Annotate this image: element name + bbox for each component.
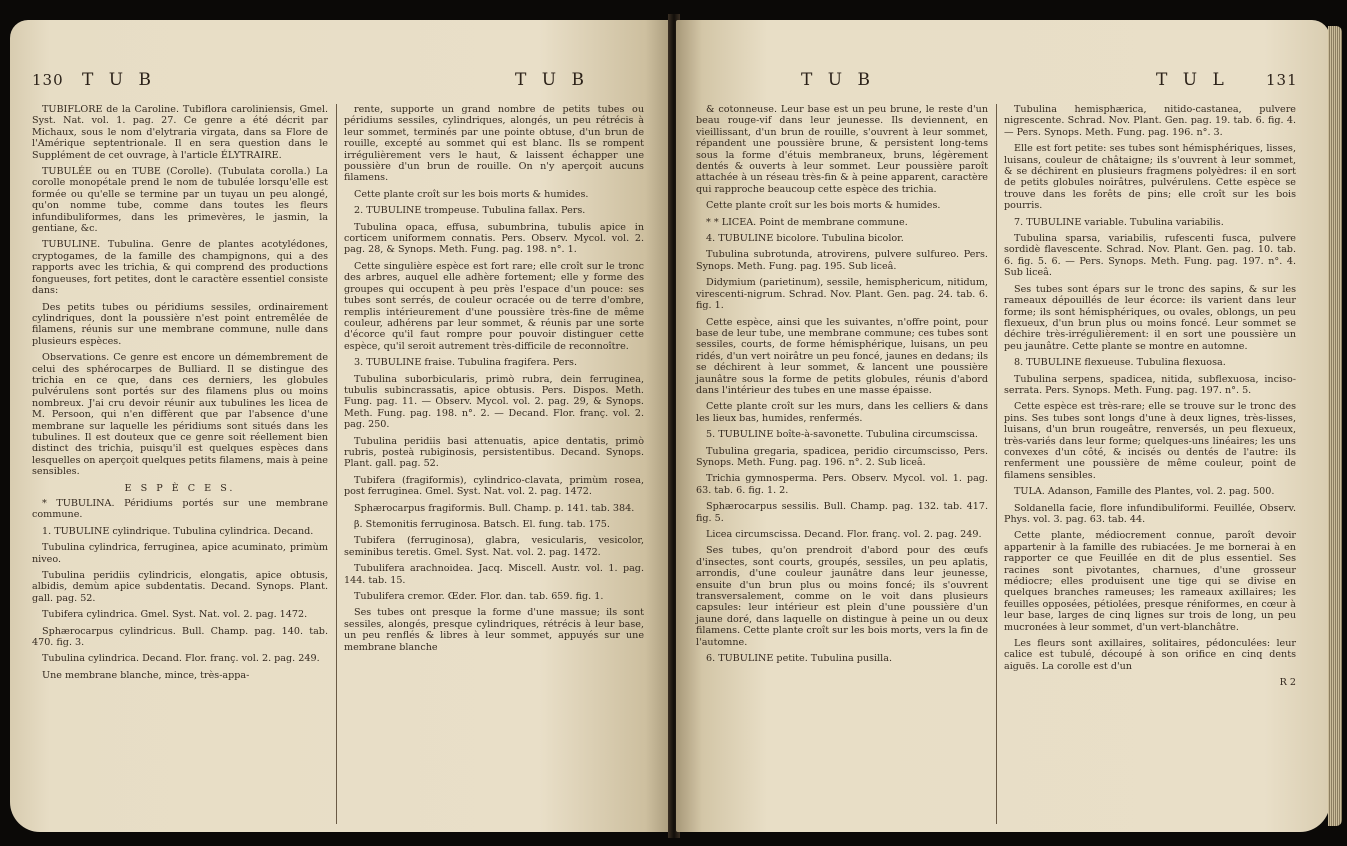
paragraph: Tubulina subrotunda, atrovirens, pulvere sulfureo. Pers. Synops. Meth. Fung. pag. 195. Sub liceâ.: [696, 249, 988, 272]
column-rule: [336, 104, 337, 824]
running-head-right-2: T U L: [1156, 70, 1229, 90]
running-head-left-2: T U B: [515, 70, 589, 90]
paragraph: Tubifera cylindrica. Gmel. Syst. Nat. vol. 2. pag. 1472.: [42, 609, 308, 621]
paragraph: Ses tubes, qu'on prendroit d'abord pour des œufs d'insectes, sont courts, groupés, sessiles, un peu aplatis, arrondis, d'une couleur jaunâtre dans leur jeunesse, ensuite d'un brun plus ou moins foncé; ils s'ouvrent transversalement, comme on le voit dans plusieurs capsules: leur intérieur est plein d'une poussière d'un jaune doré, dans laquelle on distingue à peine un ou deux filamens. Cette plante croît sur les bois morts, vers la fin de l'automne.: [696, 545, 988, 648]
paragraph: Tubulina peridiis cylindricis, elongatis, apice obtusis, albidis, demùm apice subdentatis. Decand. Synops. Plant. gall. pag. 52.: [32, 570, 328, 604]
paragraph: Tubifera (fragiformis), cylindrico-clavata, primùm rosea, post ferruginea. Gmel. Syst. Nat. vol. 2. pag. 1472.: [344, 474, 644, 498]
paragraph: & cotonneuse. Leur base est un peu brune, le reste d'un beau rouge-vif dans leur jeunesse. Ils deviennent, en vieillissant, d'un brun de rouille, s'ouvrent à leur sommet, répandent une poussière brune, & persistent long-tems sous la forme d'étuis membraneux, bruns, légèrement dentés & ouverts à leur sommet. Leur poussière paroît attachée à un réseau très-fin & à peine apparent, caractère qui rapproche beaucoup cette espèce des trichia.: [696, 104, 988, 195]
left-column-2: [344, 104, 644, 658]
paragraph: Elle est fort petite: ses tubes sont hémisphériques, lisses, luisans, couleur de châtaigne; ils s'ouvrent à leur sommet, & se déchirent en plusieurs fragmens polyèdres: il en sort de petits globules noirâtres, pulvérulens. Cette espèce se trouve dans les forêts de pins; elle croît sur les bois pourris.: [1004, 143, 1296, 212]
paragraph: R 2: [1279, 677, 1296, 689]
paragraph: Sphærocarpus sessilis. Bull. Champ. pag. 132. tab. 417. fig. 5.: [696, 501, 988, 524]
paragraph: E S P È C E S.: [124, 482, 236, 494]
paragraph: Observations. Ce genre est encore un démembrement de celui des sphérocarpes de Bulliard. Il se distingue des trichia en ce que, dans ces derniers, les globules pulvérulens sont portés sur des filamens plus ou moins nombreux. J'ai cru devoir réunir aux tubulines les licea de M. Persoon, qui n'en diffèrent que par l'absence d'une membrane sur laquelle les péridiums sont situés dans les tubulines. Il est douteux que ce genre soit réellement bien distinct des trichia, puisqu'il est quelques espèces dans lesquelles on aperçoit quelques petits filamens, mais à peine sensibles.: [32, 352, 328, 478]
paragraph: Ses tubes ont presque la forme d'une massue; ils sont sessiles, alongés, presque cylindriques, rétrécis à leur base, un peu renflés & libres à leur sommet, appuyés sur une membrane blanche: [344, 607, 644, 653]
paragraph: Cette plante croît sur les murs, dans les celliers & dans les lieux bas, humides, renfermés.: [696, 401, 988, 424]
paragraph: Sphærocarpus cylindricus. Bull. Champ. pag. 140. tab. 470. fig. 3.: [32, 625, 328, 649]
right-column-2: [1004, 104, 1296, 694]
paragraph: Tubulina cylindrica. Decand. Flor. franç. vol. 2. pag. 249.: [42, 653, 320, 665]
paragraph: Cette plante croît sur les bois morts & humides.: [354, 188, 589, 200]
paragraph: Tubulina cylindrica, ferruginea, apice acuminato, primùm niveo.: [32, 542, 328, 565]
paragraph: Cette singulière espèce est fort rare; elle croît sur le tronc des arbres, auquel elle adhère fortement; elle y forme des groupes qui occupent à peu près l'espace d'un pouce: ses tubes sont serrés, de couleur ocracée ou de terre d'ombre, remplis intérieurement d'une poussière très-fine de même couleur, adhérens par leur sommet, & réunis par une sorte d'écorce qu'il faut rompre pour pouvoir distinguer cette espèce, qu'il seroit autrement très-difficile de reconnoître.: [344, 260, 644, 352]
paragraph: TUBIFLORE de la Caroline. Tubiflora caroliniensis, Gmel. Syst. Nat. vol. 1. pag. 27. Ce genre a été décrit par Michaux, sous le nom d'elytraria virgata, dans sa Flore de l'Amérique septentrionale. Il en sera question dans le Supplément de cet ouvrage, à l'article ÉLYTRAIRE.: [32, 104, 328, 161]
page-number-right: 131: [1266, 71, 1298, 89]
paragraph: 7. TUBULINE variable. Tubulina variabilis.: [1014, 216, 1224, 228]
running-head-left-1: T U B: [82, 70, 156, 90]
page-edges: [1328, 26, 1342, 826]
paragraph: Didymium (parietinum), sessile, hemisphericum, nitidum, virescenti-nigrum. Schrad. Nov. Plant. Gen. pag. 24. tab. 6. fig. 1.: [696, 277, 988, 312]
column-rule: [996, 104, 997, 824]
paragraph: 4. TUBULINE bicolore. Tubulina bicolor.: [706, 233, 904, 245]
paragraph: Une membrane blanche, mince, très-appa-: [42, 669, 250, 681]
paragraph: 6. TUBULINE petite. Tubulina pusilla.: [706, 653, 893, 665]
paragraph: Trichia gymnosperma. Pers. Observ. Mycol. vol. 1. pag. 63. tab. 6. fig. 1. 2.: [696, 473, 988, 496]
paragraph: Soldanella facie, flore infundibuliformi. Feuillée, Observ. Phys. vol. 3. pag. 63. tab. 44.: [1004, 502, 1296, 525]
paragraph: Les fleurs sont axillaires, solitaires, pédonculées: leur calice est tubulé, découpé à son orifice en cinq dents aiguës. La corolle est d'un: [1004, 638, 1296, 672]
paragraph: Tubulina suborbicularis, primò rubra, dein ferruginea, tubulis subincrassatis, apice obtusis. Pers. Dispos. Meth. Fung. pag. 11. — Observ. Mycol. vol. 2. pag. 29, & Synops. Meth. Fung. pag. 198. n°. 2. — Decand. Flor. franç. vol. 2. pag. 250.: [344, 373, 644, 431]
paragraph: Tubulina gregaria, spadicea, peridio circumscisso, Pers. Synops. Meth. Fung. pag. 196. n°. 2. Sub liceâ.: [696, 445, 988, 468]
paragraph: * * LICEA. Point de membrane commune.: [706, 216, 908, 228]
paragraph: 3. TUBULINE fraise. Tubulina fragifera. Pers.: [354, 357, 577, 369]
paragraph: Cette plante croît sur les bois morts & humides.: [706, 200, 941, 212]
paragraph: Cette espèce est très-rare; elle se trouve sur le tronc des pins. Ses tubes sont longs d'une à deux lignes, très-lisses, luisans, d'un brun rougeâtre, renversés, un peu flexueux, très-variés dans leur forme; quelques-uns linéaires; les uns convexes d'un côté, & incisés ou dentés de l'autre: ils renferment une poussière de même couleur, point de filamens sensibles.: [1004, 401, 1296, 481]
paragraph: Ses tubes sont épars sur le tronc des sapins, & sur les rameaux dépouillés de leur écorce: ils varient dans leur forme; ils sont hémisphériques, ou ovales, oblongs, un peu flexueux, d'un brun plus ou moins foncé. Leur sommet se déchire très-irrégulièrement: il en sort une poussière un peu jaunâtre. Cette plante se montre en automne.: [1004, 283, 1296, 352]
paragraph: 1. TUBULINE cylindrique. Tubulina cylindrica. Decand.: [42, 525, 314, 537]
paragraph: * TUBULINA. Péridiums portés sur une membrane commune.: [32, 498, 328, 521]
paragraph: Sphærocarpus fragiformis. Bull. Champ. p. 141. tab. 384.: [354, 502, 635, 514]
page-number-left: 130: [32, 71, 64, 89]
right-page: [676, 20, 1330, 832]
paragraph: 8. TUBULINE flexueuse. Tubulina flexuosa.: [1014, 357, 1226, 369]
paragraph: Tubulina opaca, effusa, subumbrina, tubulis apice in corticem uniformem connatis. Pers. Observ. Mycol. vol. 2. pag. 28, & Synops. Meth. Fung. pag. 198. n°. 1.: [344, 221, 644, 256]
paragraph: Tubulina serpens, spadicea, nitida, subflexuosa, inciso-serrata. Pers. Synops. Meth. Fung. pag. 197. n°. 5.: [1004, 373, 1296, 396]
paragraph: Tubulina sparsa, variabilis, rufescenti fusca, pulvere sordidè flavescente. Schrad. Nov. Plant. Gen. pag. 10. tab. 6. fig. 5. 6. — Pers. Synops. Meth. Fung. pag. 197. n°. 4. Sub liceâ.: [1004, 233, 1296, 279]
left-column-1: [32, 104, 328, 686]
paragraph: rente, supporte un grand nombre de petits tubes ou péridiums sessiles, cylindriques, alongés, un peu rétrécis à leur sommet, terminés par une pointe obtuse, d'un brun de rouille, excepté au sommet qui est blanc. Ils se rompent irrégulièrement vers le haut, & laissent échapper une poussière d'un brun de rouille. On n'y aperçoit aucuns filamens.: [344, 104, 644, 184]
left-page: [10, 20, 672, 832]
paragraph: 2. TUBULINE trompeuse. Tubulina fallax. Pers.: [354, 205, 586, 217]
paragraph: Tubifera (ferruginosa), glabra, vesicularis, vesicolor, seminibus teretis. Gmel. Syst. Nat. vol. 2. pag. 1472.: [344, 535, 644, 558]
paragraph: TUBULÉE ou en TUBE (Corolle). (Tubulata corolla.) La corolle monopétale prend le nom de tubulée lorsqu'elle est formée ou qu'elle se termine par un tuyau un peu alongé, qu'on nomme tube, comme dans toutes les fleurs infundibuliformes, dans les primevères, le jasmin, la gentiane, &c.: [32, 166, 328, 235]
paragraph: Tubulifera arachnoidea. Jacq. Miscell. Austr. vol. 1. pag. 144. tab. 15.: [344, 563, 644, 586]
paragraph: TULA. Adanson, Famille des Plantes, vol. 2. pag. 500.: [1014, 486, 1275, 498]
paragraph: 5. TUBULINE boîte-à-savonette. Tubulina circumscissa.: [706, 429, 978, 441]
paragraph: Tubulifera cremor. Œder. Flor. dan. tab. 659. fig. 1.: [354, 591, 604, 603]
running-head-right-1: T U B: [801, 70, 875, 90]
right-column-1: [696, 104, 988, 669]
paragraph: Licea circumscissa. Decand. Flor. franç. vol. 2. pag. 249.: [706, 529, 982, 540]
paragraph: Cette espèce, ainsi que les suivantes, n'offre point, pour base de leur tube, une membrane commune; ces tubes sont sessiles, courts, de forme hémisphérique, luisans, un peu ridés, d'un vert noirâtre un peu foncé, jaunes en dedans; ils se déchirent à leur sommet, & lancent une poussière jaunâtre sous la forme de petits globules, réunis d'abord dans l'intérieur des tubes en une masse épaisse.: [696, 316, 988, 396]
paragraph: β. Stemonitis ferruginosa. Batsch. El. fung. tab. 175.: [354, 519, 610, 530]
paragraph: Tubulina hemisphærica, nitido-castanea, pulvere nigrescente. Schrad. Nov. Plant. Gen. pag. 19. tab. 6. fig. 4. — Pers. Synops. Meth. Fung. pag. 196. n°. 3.: [1004, 104, 1296, 138]
paragraph: Tubulina peridiis basi attenuatis, apice dentatis, primò rubris, posteà rubiginosis, persistentibus. Decand. Synops. Plant. gall. pag. 52.: [344, 435, 644, 470]
paragraph: TUBULINE. Tubulina. Genre de plantes acotylédones, cryptogames, de la famille des champignons, qui a des rapports avec les trichia, & qui comprend des productions fongueuses, fort petites, dont le caractère essentiel consiste dans:: [32, 239, 328, 297]
paragraph: Des petits tubes ou péridiums sessiles, ordinairement cylindriques, dont la poussière n'est point entremêlée de filamens, réunis sur une membrane commune, nulle dans plusieurs espèces.: [32, 301, 328, 347]
paragraph: Cette plante, médiocrement connue, paroît devoir appartenir à la famille des rubiacées. Je me bornerai à en rapporter ce que Feuillée en dit de plus essentiel. Ses racines sont pivotantes, charnues, d'une grosseur médiocre; elles produisent une tige qui se divise en quelques branches rameuses; les rameaux axillaires; les feuilles opposées, pétiolées, presque réniformes, en cœur à leur base, larges de cinq lignes sur trois de long, un peu mucronées à leur sommet, d'un vert-blanchâtre.: [1004, 530, 1296, 633]
